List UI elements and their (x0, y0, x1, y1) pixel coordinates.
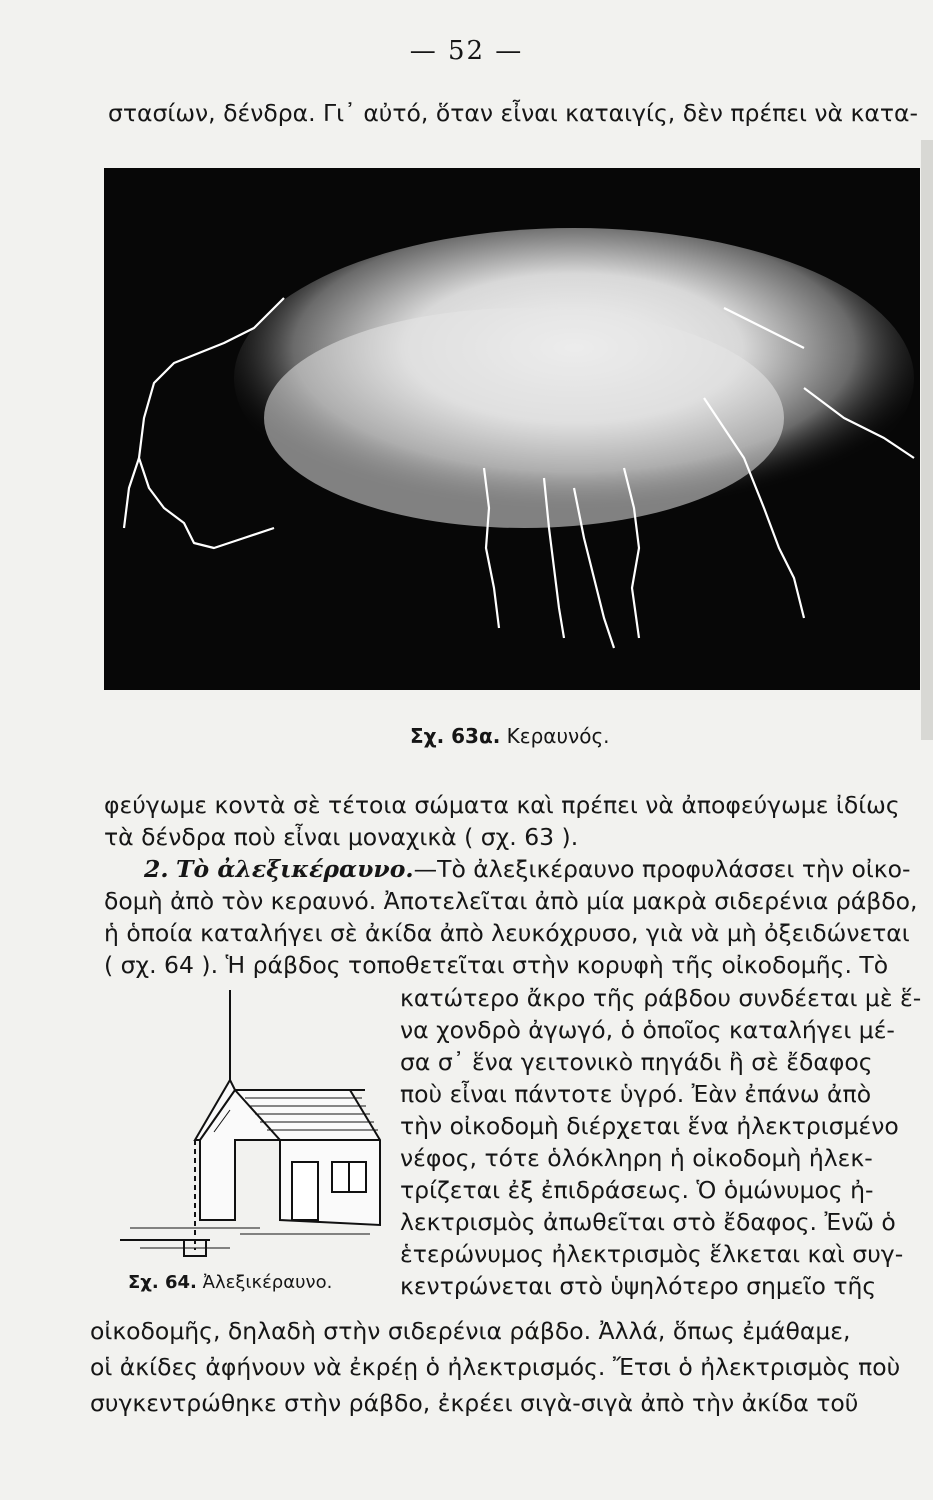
section-heading-line (144, 854, 911, 884)
figure-63a-number: Σχ. 63α. (410, 724, 501, 748)
text-line: στασίων, δένδρα. Γι᾽ αὐτό, ὅταν εἶναι καταιγίς, δὲν πρέπει νὰ κατα- (108, 99, 918, 127)
text-line: κατώτερο ἄκρο τῆς ράβδου συνδέεται μὲ ἕ- (400, 984, 922, 1012)
text-line: λεκτρισμὸς ἀπωθεῖται στὸ ἔδαφος. Ἐνῶ ὁ (400, 1208, 896, 1236)
text-line: τρίζεται ἐξ ἐπιδράσεως. Ὁ ὁμώνυμος ἠ- (400, 1176, 874, 1204)
figure-64-title: Ἀλεξικέραυνο. (202, 1272, 333, 1293)
page-edge-shadow (921, 140, 933, 740)
text-line: σα σ᾽ ἕνα γειτονικὸ πηγάδι ἢ σὲ ἔδαφος (400, 1048, 873, 1076)
lightning-photo (104, 168, 920, 690)
text-line: συγκεντρώθηκε στὴν ράβδο, ἐκρέει σιγὰ-σιγὰ ἀπὸ τὴν ἀκίδα τοῦ (90, 1389, 859, 1417)
text-line: τὴν οἰκοδομὴ διέρχεται ἕνα ἠλεκτρισμένο (400, 1112, 899, 1140)
text-line: φεύγωμε κοντὰ σὲ τέτοια σώματα καὶ πρέπει νὰ ἀποφεύγωμε ἰδίως (104, 791, 900, 819)
text-line: τὰ δένδρα ποὺ εἶναι μοναχικὰ ( σχ. 63 ). (104, 823, 579, 851)
text-line: ἡ ὁποία καταλήγει σὲ ἀκίδα ἀπὸ λευκόχρυσο, γιὰ νὰ μὴ ὀξειδώνεται (104, 919, 910, 947)
figure-63a-title: Κεραυνός. (506, 724, 610, 748)
section-intro: —Τὸ ἀλεξικέραυνο προφυλάσσει τὴν οἰκο- (413, 855, 911, 883)
text-line: ποὺ εἶναι πάντοτε ὑγρό. Ἐὰν ἐπάνω ἀπὸ (400, 1080, 872, 1108)
lightning-rod-house-drawing (110, 990, 390, 1260)
figure-64-number: Σχ. 64. (128, 1272, 197, 1293)
text-line: δομὴ ἀπὸ τὸν κεραυνό. Ἀποτελεῖται ἀπὸ μία μακρὰ σιδερένια ράβδο, (104, 887, 918, 915)
page-number: — 52 — (409, 36, 524, 66)
text-line: κεντρώνεται στὸ ὑψηλότερο σημεῖο τῆς (400, 1272, 877, 1300)
text-line: ἑτερώνυμος ἠλεκτρισμὸς ἕλκεται καὶ συγ- (400, 1240, 904, 1268)
text-line: οἱ ἀκίδες ἀφήνουν νὰ ἐκρέῃ ὁ ἠλεκτρισμός. Ἔτσι ὁ ἠλεκτρισμὸς ποὺ (90, 1353, 901, 1381)
text-line: οἰκοδομῆς, δηλαδὴ στὴν σιδερένια ράβδο. Ἀλλά, ὅπως ἐμάθαμε, (90, 1317, 851, 1345)
text-line: ( σχ. 64 ). Ἡ ράβδος τοποθετεῖται στὴν κορυφὴ τῆς οἰκοδομῆς. Τὸ (104, 951, 889, 979)
section-title: Τὸ ἀλεξικέραυνο. (176, 855, 414, 883)
text-line: να χονδρὸ ἀγωγό, ὁ ὁποῖος καταλήγει μέ- (400, 1016, 895, 1044)
section-number: 2. (144, 855, 169, 883)
text-line: νέφος, τότε ὁλόκληρη ἡ οἰκοδομὴ ἠλεκ- (400, 1144, 873, 1172)
figure-64-caption (128, 1272, 332, 1293)
figure-63a-caption (410, 724, 610, 748)
